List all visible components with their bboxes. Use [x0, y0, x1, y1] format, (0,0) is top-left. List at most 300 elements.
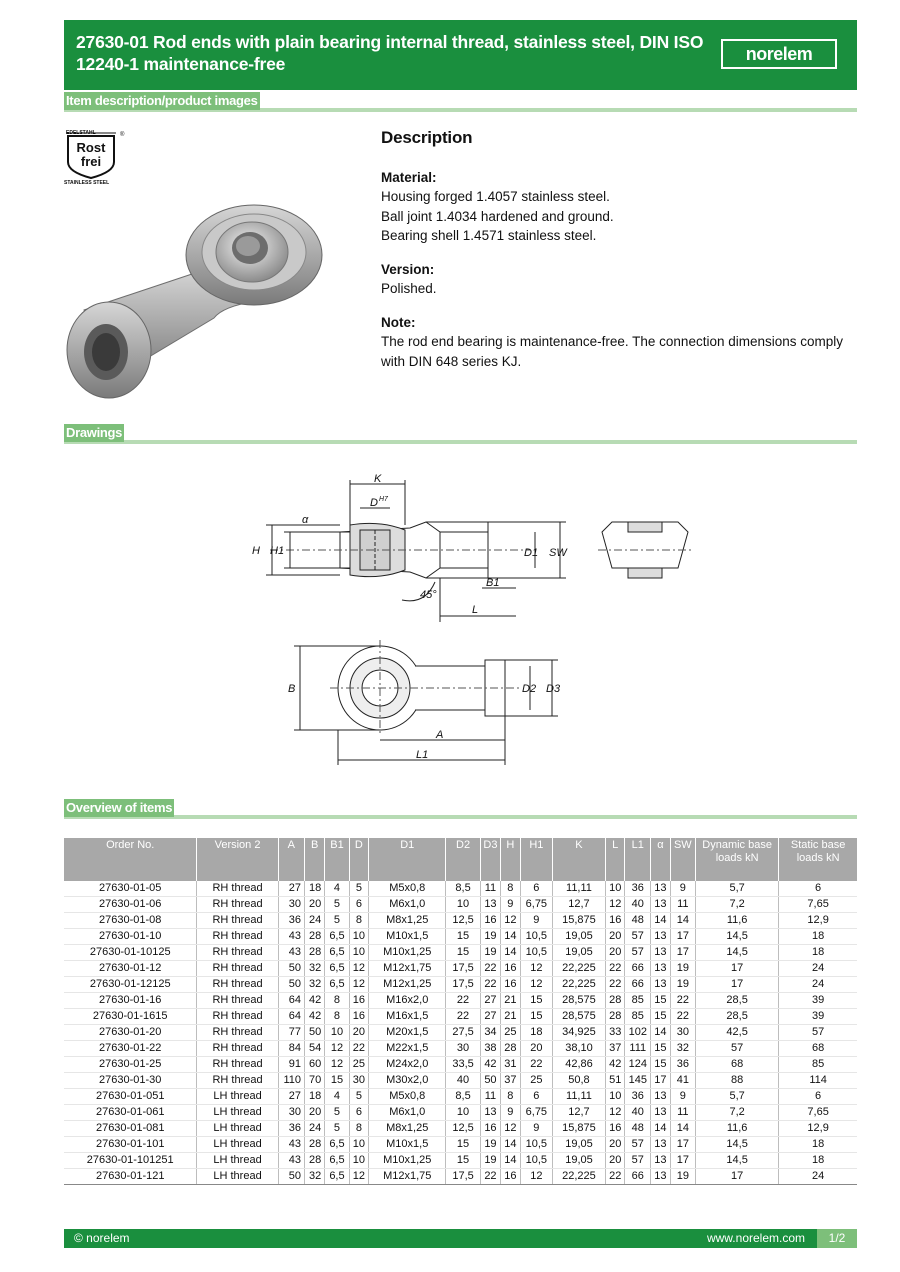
dim-L: L [472, 604, 479, 616]
table-cell: 57 [625, 945, 651, 961]
table-cell: 20 [305, 897, 325, 913]
table-cell: 10 [446, 1105, 481, 1121]
dim-D1: D1 [524, 547, 539, 559]
table-row[interactable] [64, 945, 857, 961]
table-cell: 11,6 [696, 1121, 779, 1137]
table-cell: 27630-01-1615 [64, 1009, 197, 1025]
table-cell: 20 [605, 1137, 625, 1153]
table-cell: 14 [670, 913, 695, 929]
table-cell: 6 [349, 897, 369, 913]
table-cell: 14 [651, 913, 671, 929]
table-cell: M10x1,5 [369, 1137, 446, 1153]
table-cell: RH thread [197, 913, 278, 929]
table-cell: 27630-01-16 [64, 993, 197, 1009]
items-table [64, 838, 857, 1185]
table-cell: 20 [605, 929, 625, 945]
table-cell: 27 [480, 1009, 500, 1025]
table-cell: M30x2,0 [369, 1073, 446, 1089]
column-header[interactable]: Dynamic base loads kN [696, 838, 779, 881]
dim-H7: H7 [379, 496, 388, 503]
table-cell: 13 [651, 881, 671, 897]
table-cell: 28 [501, 1041, 521, 1057]
table-cell: 68 [696, 1057, 779, 1073]
table-cell: 12 [520, 961, 552, 977]
table-cell: 15 [446, 929, 481, 945]
table-cell: 22 [605, 977, 625, 993]
website-link[interactable]: www.norelem.com [706, 1231, 805, 1245]
table-cell: 37 [605, 1041, 625, 1057]
table-cell: 21 [501, 993, 521, 1009]
table-cell: 14 [651, 1025, 671, 1041]
table-cell: 24 [305, 1121, 325, 1137]
table-cell: M6x1,0 [369, 897, 446, 913]
table-row[interactable] [64, 897, 857, 913]
section-divider [64, 815, 857, 819]
table-cell: 12 [605, 897, 625, 913]
table-cell: 7,65 [779, 1105, 857, 1121]
table-cell: 22 [480, 961, 500, 977]
column-header[interactable]: H1 [520, 838, 552, 881]
table-cell: 5 [349, 881, 369, 897]
table-row[interactable] [64, 1041, 857, 1057]
table-cell: 24 [305, 913, 325, 929]
table-cell: 68 [779, 1041, 857, 1057]
table-cell: 5 [349, 1089, 369, 1105]
table-cell: 22 [446, 1009, 481, 1025]
column-header[interactable]: D3 [480, 838, 500, 881]
table-cell: M20x1,5 [369, 1025, 446, 1041]
table-cell: 145 [625, 1073, 651, 1089]
table-cell: RH thread [197, 1041, 278, 1057]
table-cell: RH thread [197, 881, 278, 897]
table-row[interactable] [64, 1137, 857, 1153]
table-cell: 24 [779, 977, 857, 993]
table-cell: 12 [325, 1057, 349, 1073]
table-cell: 13 [480, 897, 500, 913]
table-cell: 12,7 [553, 897, 606, 913]
table-cell: 30 [278, 1105, 304, 1121]
table-cell: 20 [305, 1105, 325, 1121]
table-cell: 18 [305, 1089, 325, 1105]
section-drawings [64, 424, 857, 444]
table-cell: 66 [625, 1169, 651, 1185]
table-cell: 17 [696, 961, 779, 977]
table-cell: 15 [446, 1153, 481, 1169]
table-cell: 8 [325, 1009, 349, 1025]
table-cell: 9 [501, 1105, 521, 1121]
table-row[interactable] [64, 913, 857, 929]
table-cell: 10 [605, 881, 625, 897]
end-view [598, 522, 692, 578]
table-cell: 19 [480, 1137, 500, 1153]
table-cell: 12,9 [779, 913, 857, 929]
table-row[interactable] [64, 1105, 857, 1121]
table-cell: 15 [651, 1009, 671, 1025]
table-cell: 51 [605, 1073, 625, 1089]
table-cell: 70 [305, 1073, 325, 1089]
table-cell: 20 [520, 1041, 552, 1057]
table-row[interactable] [64, 961, 857, 977]
table-cell: 9 [520, 1121, 552, 1137]
table-cell: 36 [278, 1121, 304, 1137]
table-cell: 33 [605, 1025, 625, 1041]
table-cell: 12 [501, 1121, 521, 1137]
table-cell: M10x1,25 [369, 1153, 446, 1169]
table-row[interactable] [64, 1009, 857, 1025]
table-cell: RH thread [197, 993, 278, 1009]
table-cell: 110 [278, 1073, 304, 1089]
table-cell: 19,05 [553, 945, 606, 961]
table-cell: 33,5 [446, 1057, 481, 1073]
badge-line1: Rost [76, 140, 106, 155]
table-cell: 4 [325, 881, 349, 897]
table-cell: 4 [325, 1089, 349, 1105]
table-cell: 12 [520, 1169, 552, 1185]
dim-D3: D3 [546, 683, 561, 695]
table-cell: 40 [625, 897, 651, 913]
table-row[interactable] [64, 1025, 857, 1041]
table-cell: 22 [446, 993, 481, 1009]
table-cell: 40 [446, 1073, 481, 1089]
table-row[interactable] [64, 1089, 857, 1105]
table-cell: 6 [779, 1089, 857, 1105]
table-cell: 22,225 [553, 977, 606, 993]
table-cell: 10 [325, 1025, 349, 1041]
section-item-description [64, 92, 857, 112]
table-cell: 7,65 [779, 897, 857, 913]
table-cell: 31 [501, 1057, 521, 1073]
table-cell: 20 [605, 945, 625, 961]
table-cell: 14 [501, 945, 521, 961]
table-cell: 40 [625, 1105, 651, 1121]
table-cell: 16 [349, 993, 369, 1009]
table-cell: 14,5 [696, 1137, 779, 1153]
table-cell: 14 [651, 1121, 671, 1137]
table-cell: 11,11 [553, 1089, 606, 1105]
column-header[interactable]: α [651, 838, 671, 881]
table-cell: RH thread [197, 961, 278, 977]
table-cell: 42 [605, 1057, 625, 1073]
table-cell: 8 [501, 1089, 521, 1105]
table-row[interactable] [64, 1057, 857, 1073]
column-header[interactable]: A [278, 838, 304, 881]
table-cell: 15 [446, 1137, 481, 1153]
table-cell: 43 [278, 929, 304, 945]
table-cell: 24 [779, 1169, 857, 1185]
table-row[interactable] [64, 977, 857, 993]
dim-H1: H1 [270, 545, 285, 557]
table-row[interactable] [64, 881, 857, 897]
table-cell: 19 [480, 945, 500, 961]
column-header[interactable]: Version 2 [197, 838, 278, 881]
table-cell: 17,5 [446, 977, 481, 993]
table-cell: 22 [605, 1169, 625, 1185]
column-header[interactable]: Order No. [64, 838, 197, 881]
table-cell: 64 [278, 993, 304, 1009]
table-cell: 27630-01-101251 [64, 1153, 197, 1169]
table-row[interactable] [64, 929, 857, 945]
table-cell: 14,5 [696, 929, 779, 945]
table-cell: 13 [651, 945, 671, 961]
table-cell: 17 [670, 945, 695, 961]
table-cell: 17 [696, 1169, 779, 1185]
table-row[interactable] [64, 1073, 857, 1089]
table-cell: 32 [305, 1169, 325, 1185]
dim-A: A [436, 729, 444, 741]
table-cell: M10x1,25 [369, 945, 446, 961]
table-cell: 8 [325, 993, 349, 1009]
table-cell: 6,5 [325, 961, 349, 977]
table-cell: 22 [670, 1009, 695, 1025]
table-cell: 12,5 [446, 913, 481, 929]
table-cell: 19 [670, 961, 695, 977]
table-cell: 85 [779, 1057, 857, 1073]
table-cell: M24x2,0 [369, 1057, 446, 1073]
table-cell: 28 [305, 1153, 325, 1169]
table-cell: M22x1,5 [369, 1041, 446, 1057]
section-label-overview: Overview of items [66, 800, 173, 815]
version-text: Polished. [381, 281, 437, 296]
table-cell: 19 [480, 929, 500, 945]
table-cell: M5x0,8 [369, 881, 446, 897]
table-cell: 15 [651, 993, 671, 1009]
table-cell: 5 [325, 1105, 349, 1121]
table-cell: 13 [651, 1089, 671, 1105]
table-cell: 10,5 [520, 945, 552, 961]
page-footer [64, 1229, 857, 1248]
dim-K: K [374, 473, 382, 485]
table-cell: 16 [605, 913, 625, 929]
table-row[interactable] [64, 1153, 857, 1169]
table-cell: 13 [651, 1153, 671, 1169]
table-cell: 6 [520, 881, 552, 897]
table-cell: 27630-01-051 [64, 1089, 197, 1105]
column-header[interactable]: H [501, 838, 521, 881]
table-cell: 14,5 [696, 945, 779, 961]
table-cell: 27630-01-061 [64, 1105, 197, 1121]
table-cell: RH thread [197, 1009, 278, 1025]
column-header[interactable]: D [349, 838, 369, 881]
table-cell: 64 [278, 1009, 304, 1025]
table-cell: 6,75 [520, 1105, 552, 1121]
table-cell: 6,5 [325, 1137, 349, 1153]
badge-bottom-text: STAINLESS STEEL [64, 180, 110, 186]
table-cell: 28 [305, 1137, 325, 1153]
table-cell: 19,05 [553, 1153, 606, 1169]
norelem-logo[interactable]: norelem [721, 39, 837, 69]
table-cell: 7,2 [696, 1105, 779, 1121]
table-cell: 6,5 [325, 1169, 349, 1185]
column-header[interactable]: SW [670, 838, 695, 881]
table-cell: 14 [501, 1137, 521, 1153]
column-header[interactable]: D2 [446, 838, 481, 881]
table-cell: 6,75 [520, 897, 552, 913]
table-cell: RH thread [197, 897, 278, 913]
table-cell: 11 [670, 897, 695, 913]
table-cell: 6 [520, 1089, 552, 1105]
table-cell: 85 [625, 1009, 651, 1025]
table-cell: 27630-01-10125 [64, 945, 197, 961]
table-cell: 17 [670, 1137, 695, 1153]
table-cell: 10 [349, 929, 369, 945]
technical-drawing [230, 470, 700, 770]
column-header[interactable]: L1 [625, 838, 651, 881]
table-cell: 28 [305, 945, 325, 961]
table-cell: 8,5 [446, 1089, 481, 1105]
table-cell: 14 [501, 929, 521, 945]
table-cell: 11,6 [696, 913, 779, 929]
table-cell: 42 [305, 1009, 325, 1025]
table-cell: 19,05 [553, 1137, 606, 1153]
table-cell: 10 [349, 1153, 369, 1169]
table-cell: 16 [501, 961, 521, 977]
table-cell: 27 [480, 993, 500, 1009]
table-cell: 36 [670, 1057, 695, 1073]
table-cell: LH thread [197, 1121, 278, 1137]
table-cell: 6,5 [325, 945, 349, 961]
copyright-text: © norelem [74, 1231, 130, 1245]
table-cell: 17 [651, 1073, 671, 1089]
table-cell: 21 [501, 1009, 521, 1025]
table-cell: 60 [305, 1057, 325, 1073]
table-cell: 50 [278, 977, 304, 993]
column-header[interactable]: B [305, 838, 325, 881]
material-label: Material: [381, 169, 437, 185]
table-cell: 77 [278, 1025, 304, 1041]
table-cell: 42 [305, 993, 325, 1009]
table-cell: 114 [779, 1073, 857, 1089]
table-cell: M12x1,75 [369, 1169, 446, 1185]
table-cell: 27 [278, 881, 304, 897]
rostfrei-badge-icon [64, 130, 128, 186]
table-cell: 14 [501, 1153, 521, 1169]
table-cell: 54 [305, 1041, 325, 1057]
table-cell: 12,5 [446, 1121, 481, 1137]
table-cell: 48 [625, 913, 651, 929]
table-cell: M16x2,0 [369, 993, 446, 1009]
table-cell: 27630-01-05 [64, 881, 197, 897]
table-cell: 16 [605, 1121, 625, 1137]
table-cell: 22 [670, 993, 695, 1009]
table-cell: 28 [605, 1009, 625, 1025]
table-cell: 10,5 [520, 929, 552, 945]
table-cell: 91 [278, 1057, 304, 1073]
table-cell: 27630-01-30 [64, 1073, 197, 1089]
table-cell: 85 [625, 993, 651, 1009]
table-cell: 5 [325, 913, 349, 929]
column-header[interactable]: Static base loads kN [779, 838, 857, 881]
items-table-body [64, 881, 857, 1185]
table-cell: 5 [325, 897, 349, 913]
table-cell: RH thread [197, 977, 278, 993]
table-cell: 9 [670, 1089, 695, 1105]
table-cell: 84 [278, 1041, 304, 1057]
table-cell: 39 [779, 1009, 857, 1025]
table-cell: 22 [605, 961, 625, 977]
table-cell: 57 [696, 1041, 779, 1057]
dim-SW: SW [549, 547, 567, 559]
table-cell: 5,7 [696, 881, 779, 897]
table-cell: 57 [779, 1025, 857, 1041]
table-cell: M10x1,5 [369, 929, 446, 945]
table-cell: 30 [446, 1041, 481, 1057]
table-cell: 27630-01-12 [64, 961, 197, 977]
table-row[interactable] [64, 1121, 857, 1137]
table-cell: 15 [651, 1057, 671, 1073]
table-cell: 39 [779, 993, 857, 1009]
column-header[interactable]: L [605, 838, 625, 881]
table-cell: 43 [278, 945, 304, 961]
column-header[interactable]: B1 [325, 838, 349, 881]
description-block [381, 128, 851, 371]
table-cell: 12 [325, 1041, 349, 1057]
page-header [64, 20, 857, 90]
table-cell: 16 [501, 977, 521, 993]
column-header[interactable]: K [553, 838, 606, 881]
table-cell: LH thread [197, 1137, 278, 1153]
table-cell: 50,8 [553, 1073, 606, 1089]
table-cell: 42 [480, 1057, 500, 1073]
table-row[interactable] [64, 1169, 857, 1185]
table-cell: 13 [651, 929, 671, 945]
table-cell: 27630-01-20 [64, 1025, 197, 1041]
table-cell: 10 [605, 1089, 625, 1105]
table-cell: RH thread [197, 1073, 278, 1089]
table-cell: 10 [349, 1137, 369, 1153]
table-cell: M8x1,25 [369, 1121, 446, 1137]
dim-alpha: α [302, 514, 309, 526]
table-cell: LH thread [197, 1105, 278, 1121]
table-cell: 34,925 [553, 1025, 606, 1041]
table-cell: M12x1,25 [369, 977, 446, 993]
table-cell: 25 [520, 1073, 552, 1089]
table-cell: 12 [501, 913, 521, 929]
table-cell: 22 [480, 1169, 500, 1185]
table-cell: 14 [670, 1121, 695, 1137]
table-cell: 5,7 [696, 1089, 779, 1105]
table-cell: 27,5 [446, 1025, 481, 1041]
table-cell: 11 [480, 881, 500, 897]
table-cell: 18 [779, 1153, 857, 1169]
table-cell: 32 [670, 1041, 695, 1057]
table-cell: 27630-01-08 [64, 913, 197, 929]
column-header[interactable]: D1 [369, 838, 446, 881]
table-cell: 10 [446, 897, 481, 913]
table-cell: 38 [480, 1041, 500, 1057]
table-cell: 124 [625, 1057, 651, 1073]
table-cell: 6 [779, 881, 857, 897]
table-row[interactable] [64, 993, 857, 1009]
table-cell: 88 [696, 1073, 779, 1089]
table-cell: 57 [625, 1137, 651, 1153]
table-cell: 17 [696, 977, 779, 993]
table-cell: 13 [651, 961, 671, 977]
table-cell: LH thread [197, 1169, 278, 1185]
dim-D2: D2 [522, 683, 537, 695]
table-cell: 42,5 [696, 1025, 779, 1041]
table-cell: 30 [349, 1073, 369, 1089]
table-cell: 9 [520, 913, 552, 929]
table-cell: 28,5 [696, 1009, 779, 1025]
table-cell: 43 [278, 1137, 304, 1153]
table-cell: 19 [670, 977, 695, 993]
table-cell: 30 [278, 897, 304, 913]
note-text: The rod end bearing is maintenance-free. The connection dimensions comply with DIN 648 series KJ. [381, 334, 844, 369]
table-cell: LH thread [197, 1153, 278, 1169]
table-cell: M12x1,75 [369, 961, 446, 977]
table-cell: 15 [446, 945, 481, 961]
table-cell: 19 [480, 1153, 500, 1169]
